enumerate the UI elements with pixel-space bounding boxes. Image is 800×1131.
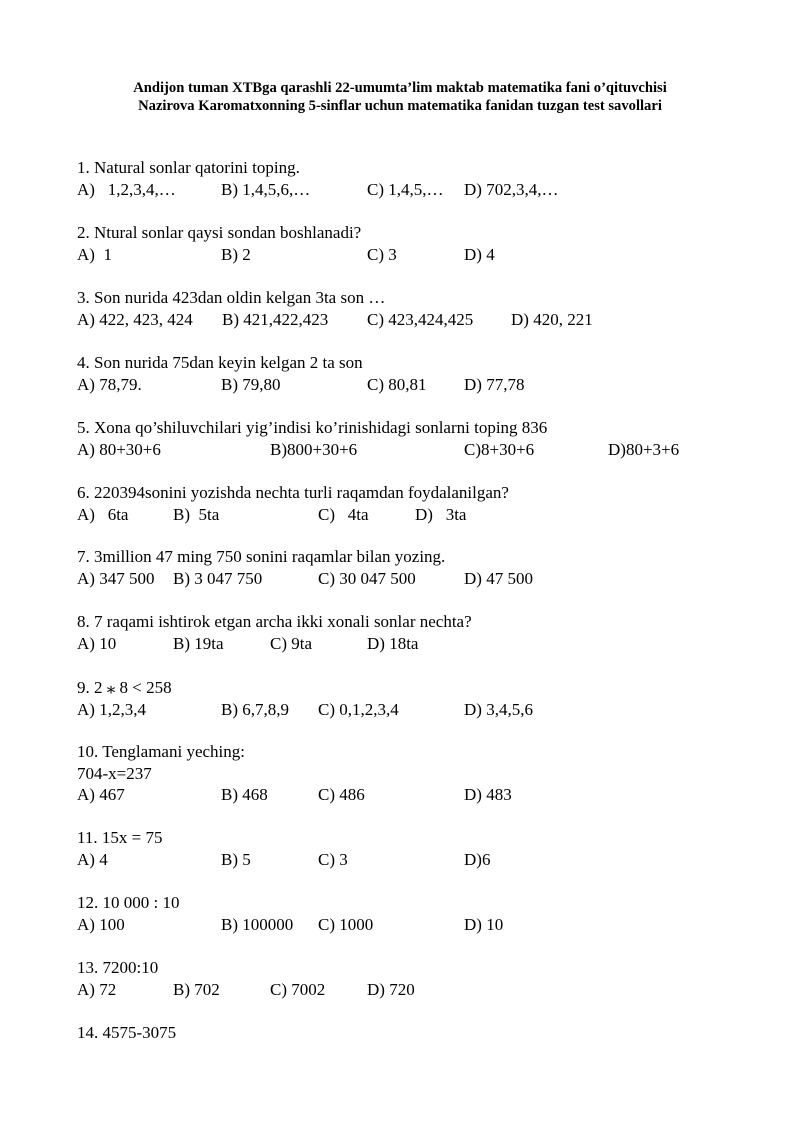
option-a: A) 467 bbox=[77, 785, 125, 804]
option-b: B) 100000 bbox=[221, 914, 294, 934]
option-d: D) 3ta bbox=[415, 504, 467, 524]
question-14 bbox=[77, 1022, 176, 1044]
question-6 bbox=[77, 482, 509, 525]
answer-options bbox=[77, 504, 509, 526]
option-a: A) 100 bbox=[77, 914, 125, 934]
question-8 bbox=[77, 611, 472, 654]
option-c: C) 3 bbox=[318, 849, 348, 869]
option-b: B) 3 047 750 bbox=[173, 568, 263, 588]
document-header bbox=[0, 79, 800, 115]
question-text: 1. Natural sonlar qatorini toping. bbox=[77, 158, 300, 177]
question-text: 12. 10 000 : 10 bbox=[77, 893, 180, 912]
option-c: C)8+30+6 bbox=[464, 439, 535, 459]
question-text: 7. 3million 47 ming 750 sonini raqamlar bilan yozing. bbox=[77, 547, 446, 566]
option-a: A) 347 500 bbox=[77, 568, 155, 588]
answer-options bbox=[77, 849, 491, 871]
option-d: D) 47 500 bbox=[464, 568, 533, 588]
question-10 bbox=[77, 741, 512, 806]
option-a: A) 1,2,3,4,… bbox=[77, 179, 176, 199]
question-5 bbox=[77, 417, 680, 460]
option-a: A) 4 bbox=[77, 849, 108, 869]
option-b: B)800+30+6 bbox=[270, 439, 358, 459]
question-text: 14. 4575-3075 bbox=[77, 1023, 177, 1042]
option-c: C) 80,81 bbox=[367, 374, 427, 394]
option-b: B) 421,422,423 bbox=[222, 309, 329, 329]
option-d: D) 10 bbox=[464, 914, 504, 934]
option-d: D) 4 bbox=[464, 244, 495, 264]
question-1 bbox=[77, 157, 559, 200]
question-text: 6. 220394sonini yozishda nechta turli raqamdan foydalanilgan? bbox=[77, 483, 509, 502]
option-c: C) 9ta bbox=[270, 633, 313, 653]
option-b: B) 468 bbox=[221, 785, 268, 804]
answer-options bbox=[77, 309, 593, 331]
header-line-1: Andijon tuman XTBga qarashli 22-umumta’lim maktab matematika fani o’qituvchisi bbox=[133, 80, 667, 96]
header-line-2: Nazirova Karomatxonning 5-sinflar uchun matematika fanidan tuzgan test savollari bbox=[138, 98, 662, 114]
option-b: B) 702 bbox=[173, 979, 220, 999]
question-text: 2. Ntural sonlar qaysi sondan boshlanadi? bbox=[77, 223, 362, 242]
option-b: B) 19ta bbox=[173, 633, 224, 653]
question-13 bbox=[77, 957, 415, 1000]
option-b: B) 5ta bbox=[173, 504, 220, 524]
option-d: D) 3,4,5,6 bbox=[464, 699, 533, 719]
question-11 bbox=[77, 827, 491, 870]
answer-options bbox=[77, 568, 533, 590]
answer-options bbox=[77, 633, 472, 655]
question-7 bbox=[77, 546, 533, 589]
question-text: 8. 7 raqami ishtirok etgan archa ikki xonali sonlar nechta? bbox=[77, 612, 472, 631]
option-d: D) 483 bbox=[464, 785, 512, 804]
option-a: A) 1,2,3,4 bbox=[77, 699, 146, 719]
question-text: 11. 15x = 75 bbox=[77, 828, 163, 847]
option-b: B) 2 bbox=[221, 244, 251, 264]
answer-options bbox=[77, 914, 504, 936]
option-d: D) 720 bbox=[367, 979, 415, 999]
option-d: D) 77,78 bbox=[464, 374, 525, 394]
answer-options bbox=[77, 374, 525, 396]
option-a: A) 78,79. bbox=[77, 374, 142, 394]
question-12 bbox=[77, 892, 504, 935]
option-d: D)6 bbox=[464, 849, 491, 869]
equation-text: 704-x=237 bbox=[77, 763, 152, 783]
question-9 bbox=[77, 677, 533, 720]
question-4 bbox=[77, 352, 525, 395]
question-text: 13. 7200:10 bbox=[77, 958, 159, 977]
question-text: 9. 2 ⁎ 8 < 258 bbox=[77, 678, 172, 697]
question-text: 5. Xona qo’shiluvchilari yig’indisi ko’rinishidagi sonlarni toping 836 bbox=[77, 418, 548, 437]
option-c: C) 486 bbox=[318, 785, 365, 804]
option-c: C) 30 047 500 bbox=[318, 568, 416, 588]
option-c: C) 3 bbox=[367, 244, 397, 264]
answer-options bbox=[77, 179, 559, 201]
option-b: B) 6,7,8,9 bbox=[221, 699, 289, 719]
option-b: B) 5 bbox=[221, 849, 251, 869]
question-text: 4. Son nurida 75dan keyin kelgan 2 ta son bbox=[77, 353, 363, 372]
answer-options bbox=[77, 439, 680, 461]
option-c: C) 7002 bbox=[270, 979, 326, 999]
option-a: A) 72 bbox=[77, 979, 117, 999]
option-d: D)80+3+6 bbox=[608, 439, 680, 459]
option-a: A) 422, 423, 424 bbox=[77, 309, 193, 329]
option-a: A) 10 bbox=[77, 633, 117, 653]
question-2 bbox=[77, 222, 495, 265]
answer-options bbox=[77, 979, 415, 1001]
option-c: C) 1000 bbox=[318, 914, 374, 934]
question-3 bbox=[77, 287, 593, 330]
option-c: C) 423,424,425 bbox=[367, 309, 474, 329]
option-c: C) 4ta bbox=[318, 504, 369, 524]
option-d: D) 420, 221 bbox=[511, 309, 593, 329]
option-a: A) 6ta bbox=[77, 504, 129, 524]
answer-options bbox=[77, 699, 533, 721]
option-d: D) 18ta bbox=[367, 633, 419, 653]
question-text: 3. Son nurida 423dan oldin kelgan 3ta son … bbox=[77, 288, 386, 307]
option-d: D) 702,3,4,… bbox=[464, 179, 559, 199]
option-c: C) 1,4,5,… bbox=[367, 179, 444, 199]
answer-options bbox=[77, 244, 495, 266]
option-c: C) 0,1,2,3,4 bbox=[318, 699, 399, 719]
option-b: B) 79,80 bbox=[221, 374, 281, 394]
question-text: 10. Tenglamani yeching: bbox=[77, 742, 245, 761]
answer-options bbox=[77, 784, 512, 806]
option-a: A) 80+30+6 bbox=[77, 439, 161, 459]
option-b: B) 1,4,5,6,… bbox=[221, 179, 311, 199]
option-a: A) 1 bbox=[77, 244, 112, 264]
